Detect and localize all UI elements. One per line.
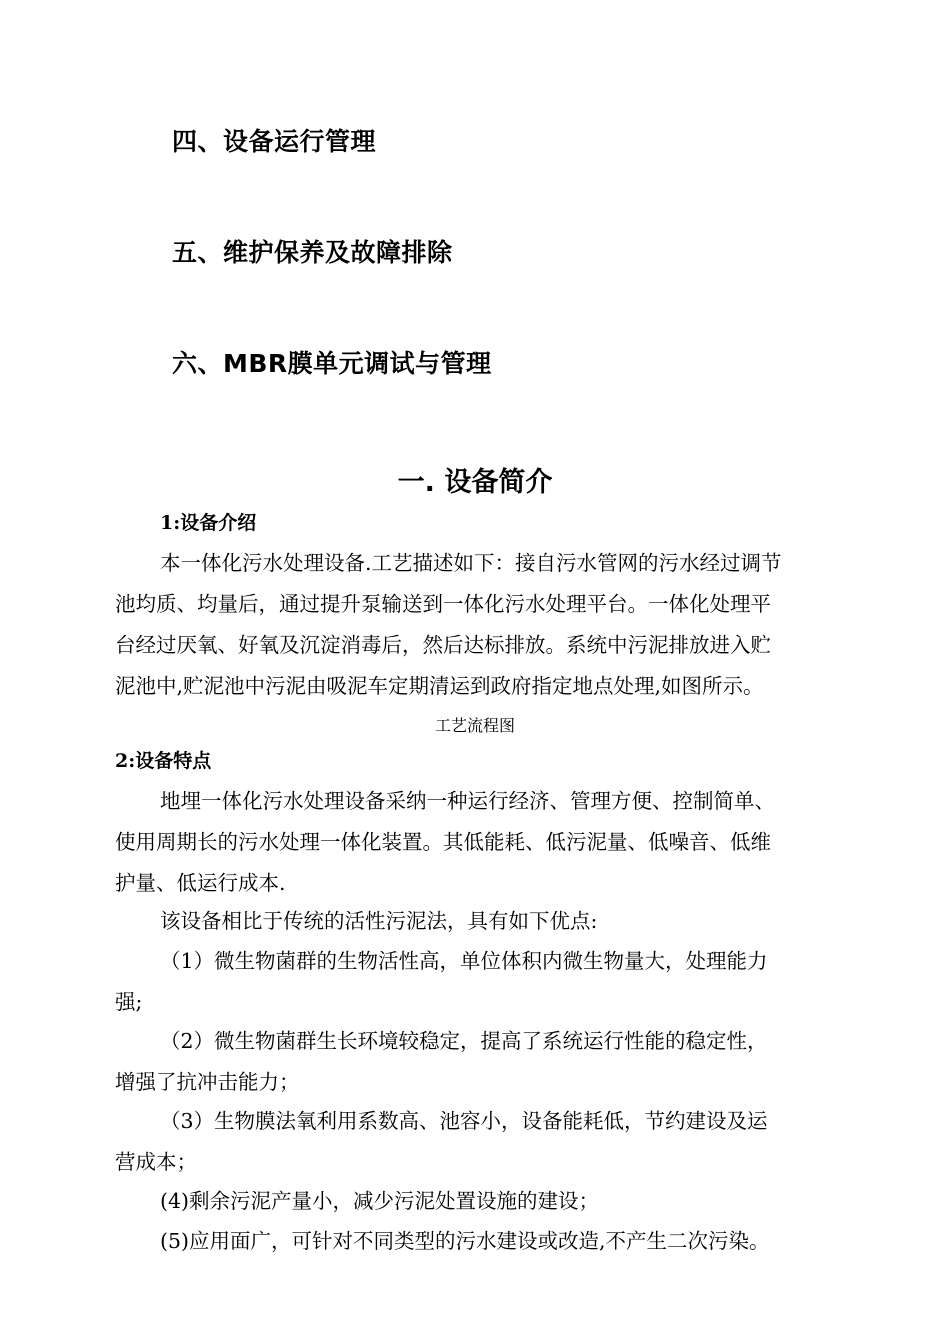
advantage-1-line-1: （1）微生物菌群的生物活性高，单位体积内微生物量大，处理能力 (160, 949, 768, 973)
advantage-2-line-2: 增强了抗冲击能力； (115, 1070, 300, 1094)
features-line-1: 地埋一体化污水处理设备采纳一种运行经济、管理方便、控制简单、 (160, 789, 775, 813)
intro-line-1: 本一体化污水处理设备.工艺描述如下：接自污水管网的污水经过调节 (160, 551, 782, 575)
features-line-3: 护量、低运行成本. (115, 871, 286, 895)
features-line-2: 使用周期长的污水处理一体化装置。其低能耗、低污泥量、低噪音、低维 (115, 830, 771, 854)
subheading-intro: 1:设备介绍 (160, 512, 257, 534)
advantage-1-line-2: 强; (115, 990, 143, 1014)
intro-line-4: 泥池中,贮泥池中污泥由吸泥车定期清运到政府指定地点处理,如图所示。 (115, 674, 764, 698)
advantage-3-line-1: （3）生物膜法氧利用系数高、池容小，设备能耗低，节约建设及运 (160, 1109, 768, 1133)
figure-caption: 工艺流程图 (434, 716, 515, 735)
subheading-features: 2:设备特点 (115, 750, 212, 772)
advantage-4: (4)剩余污泥产量小，减少污泥处置设施的建设； (160, 1189, 600, 1213)
advantage-3-line-2: 营成本； (115, 1150, 197, 1174)
toc-item-4: 四、设备运行管理 (172, 127, 377, 156)
toc-item-5: 五、维护保养及故障排除 (172, 238, 453, 267)
section-title: 一. 设备简介 (397, 467, 553, 498)
toc-item-6: 六、MBR膜单元调试与管理 (172, 349, 492, 378)
intro-line-2: 池均质、均量后，通过提升泵输送到一体化污水处理平台。一体化处理平 (115, 592, 771, 616)
intro-line-3: 台经过厌氧、好氧及沉淀消毒后，然后达标排放。系统中污泥排放进入贮 (115, 633, 771, 657)
advantage-5: (5)应用面广，可针对不同类型的污水建设或改造,不产生二次污染。 (160, 1229, 770, 1253)
advantage-2-line-1: （2）微生物菌群生长环境较稳定，提高了系统运行性能的稳定性， (160, 1029, 768, 1053)
features-para2: 该设备相比于传统的活性污泥法，具有如下优点: (160, 909, 598, 933)
